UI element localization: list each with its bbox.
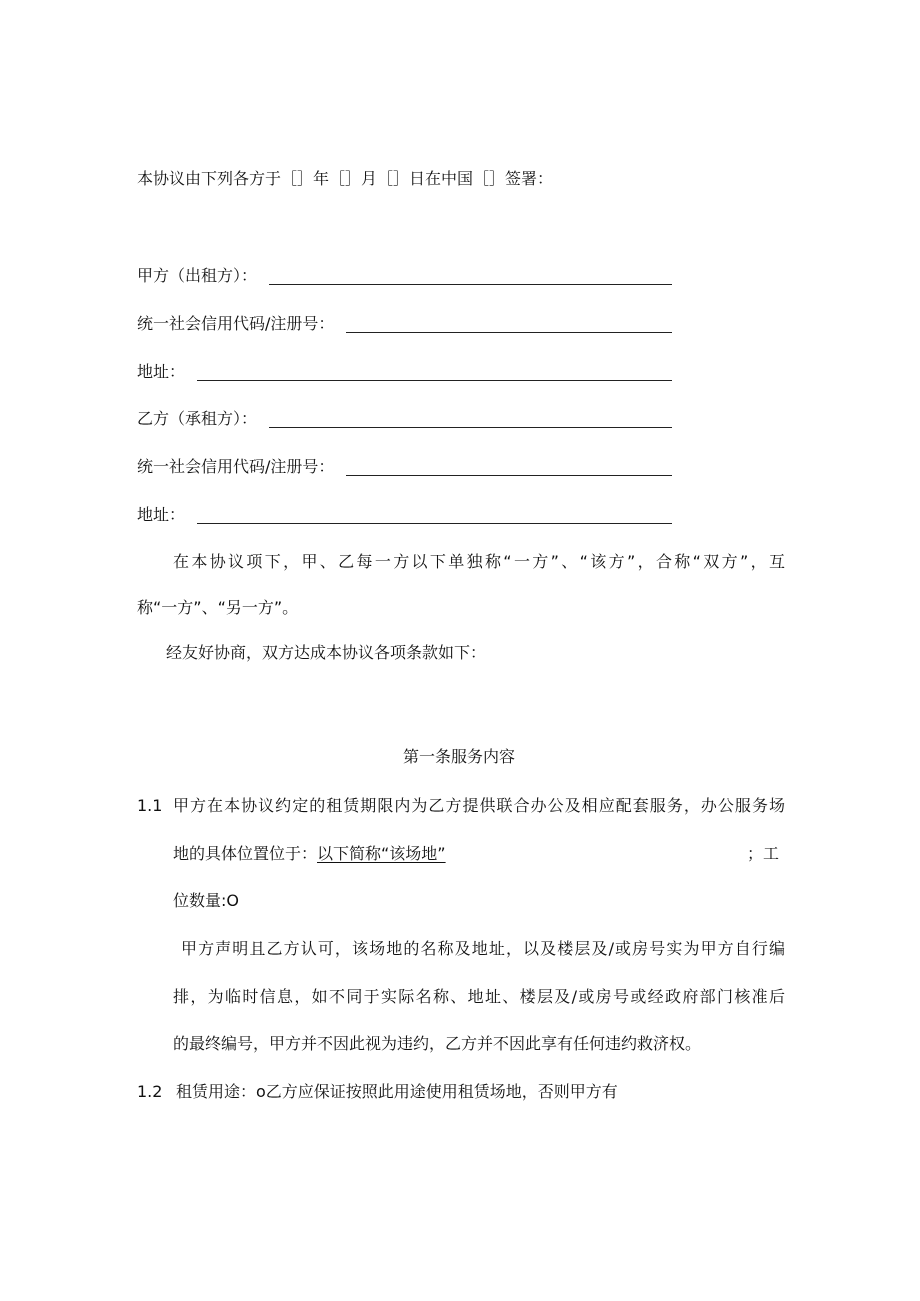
party-a-address-blank[interactable] (197, 362, 672, 381)
clause-1-2-number: 1.2 (137, 1082, 163, 1101)
party-b-credit-code-blank[interactable] (346, 457, 672, 476)
party-b-credit-code-field (137, 454, 672, 478)
clause-1-1-declaration-line-3: 的最终编号，甲方并不因此视为违约，乙方并不因此享有任何违约救济权。 (173, 1034, 702, 1053)
clause-1-1-declaration-line-1: 甲方声明且乙方认可，该场地的名称及地址，以及楼层及/或房号实为甲方自行编 (181, 939, 785, 958)
clause-1-1-line-2-suffix: ；工 (747, 844, 780, 863)
location-underlined-text: 以下简称“该场地” (317, 844, 446, 863)
party-a-address-label: 地址： (137, 362, 186, 381)
clause-1-1-declaration-line-2: 排，为临时信息，如不同于实际名称、地址、楼层及/或房号或经政府部门核准后 (173, 987, 785, 1006)
clause-1-1-number: 1.1 (137, 796, 163, 815)
party-a-credit-code-field (137, 311, 672, 335)
clause-1-1-line-2 (173, 843, 446, 865)
party-b-blank[interactable] (269, 409, 672, 428)
clause-1-2-text: 租赁用途：o乙方应保证按照此用途使用租赁场地，否则甲方有 (176, 1082, 618, 1101)
definitions-line-2: 称“一方”、“另一方”。 (137, 598, 299, 617)
party-b-credit-code-label: 统一社会信用代码/注册号： (137, 457, 335, 476)
party-a-address-field (137, 359, 672, 383)
party-b-address-field (137, 502, 672, 526)
party-b-address-label: 地址： (137, 505, 186, 524)
party-b-address-blank[interactable] (197, 505, 672, 524)
party-b-label: 乙方（承租方）： (137, 409, 258, 428)
party-a-name-field (137, 263, 672, 287)
party-a-label: 甲方（出租方）： (137, 266, 258, 285)
party-a-credit-code-blank[interactable] (346, 314, 672, 333)
location-prefix: 地的具体位置位于： (173, 844, 318, 863)
agreement-intro-line: 本协议由下列各方于［］年［］月［］日在中国［］签署： (137, 169, 554, 188)
party-b-name-field (137, 406, 672, 430)
party-a-credit-code-label: 统一社会信用代码/注册号： (137, 314, 335, 333)
article-1-title: 第一条服务内容 (403, 747, 516, 766)
agreement-consensus-line: 经友好协商，双方达成本协议各项条款如下： (166, 643, 487, 662)
party-a-blank[interactable] (269, 266, 672, 285)
clause-1-1-line-1: 甲方在本协议约定的租赁期限内为乙方提供联合办公及相应配套服务，办公服务场 (173, 796, 785, 815)
definitions-line-1: 在本协议项下，甲、乙每一方以下单独称“一方”、“该方”，合称“双方”，互 (173, 552, 785, 571)
workstation-count-line: 位数量:O (173, 891, 239, 910)
